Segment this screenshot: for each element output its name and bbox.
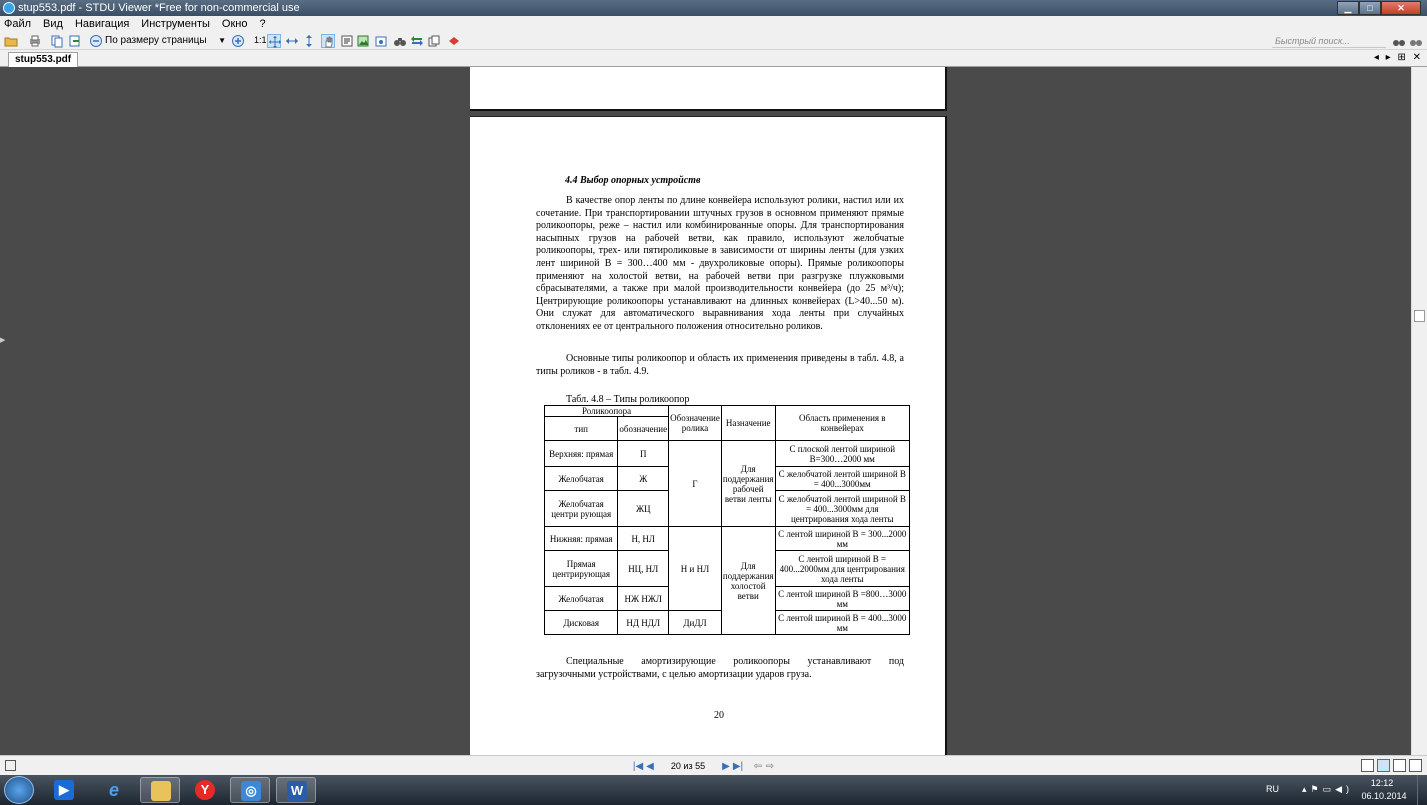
zoom-select-value: По размеру страницы xyxy=(105,35,207,46)
toolbar xyxy=(0,32,1427,50)
app-icon[interactable] xyxy=(3,2,15,14)
prev-page-icon[interactable]: ◀ xyxy=(646,760,654,772)
actual-size-button[interactable]: 1:1 xyxy=(254,35,267,45)
open-folder-icon[interactable] xyxy=(4,34,18,48)
window-title: stup553.pdf - STDU Viewer *Free for non-commercial use xyxy=(18,2,300,14)
taskbar-yandex-browser[interactable] xyxy=(185,777,225,803)
print-icon[interactable] xyxy=(28,34,42,48)
search-icon[interactable] xyxy=(1392,34,1406,48)
quick-search-input[interactable]: Быстрый поиск... xyxy=(1272,34,1386,48)
select-text-icon[interactable] xyxy=(340,34,354,48)
paragraph: В качестве опор ленты по длине конвейера используют ролики, настил или их сочетание. При транспортировании штучных грузов в основном применяют прямые роликоопоры, реже – настил или комбинированные опоры. Для транспортирования насыпных грузов на рабочей ветви, как правило, используют желобчатые роликоопоры, трех- или пятироликовые в зависимости от ширины ленты (для узких лент шириной B = 300…400 мм - двухроликовые опоры). Прямые роликоопоры применяют на холостой ветви, на рабочей ветви при разгрузке плужковыми сбрасывателями, а также при малой производительности конвейера (до 25 м³/ч); Центрирующие роликоопоры устанавливают на длинных конвейерах (L>40...50 м). Они служат для автоматического выравнивания хода ленты при случайных отклонениях ее от центрального положения относительно роликов. xyxy=(536,195,904,332)
roller-table xyxy=(544,405,910,635)
stdu-viewer-icon: ◎ xyxy=(241,781,261,801)
table-cell: Н, НЛ xyxy=(618,527,669,551)
table-cell: Нижняя: прямая xyxy=(545,527,618,551)
page-number-input[interactable]: 20 из 55 xyxy=(670,761,706,771)
clock-time[interactable]: 12:12 xyxy=(1370,778,1394,788)
last-page-icon[interactable]: ▶| xyxy=(732,760,744,772)
tab-strip xyxy=(0,50,1427,67)
clock-date[interactable]: 06.10.2014 xyxy=(1361,791,1407,801)
menu-help[interactable]: ? xyxy=(259,18,266,30)
first-page-icon[interactable]: |◀ xyxy=(632,760,644,772)
taskbar-explorer[interactable] xyxy=(140,777,180,803)
document-viewport[interactable] xyxy=(0,67,1411,755)
table-cell: С лентой шириной В = 400...2000мм для центрирования хода ленты xyxy=(775,551,909,587)
table-header: обозначение xyxy=(618,417,669,441)
table-cell: ЖЦ xyxy=(618,491,669,527)
hand-tool-icon[interactable] xyxy=(321,34,335,48)
previous-page xyxy=(470,67,947,111)
find-icon[interactable] xyxy=(393,34,407,48)
pdf-page xyxy=(470,116,947,755)
taskbar-stdu-viewer[interactable] xyxy=(230,777,270,803)
search-next-icon[interactable] xyxy=(1409,34,1423,48)
yandex-browser-icon: Y xyxy=(195,780,215,800)
close-button[interactable]: ✕ xyxy=(1381,1,1421,15)
menu-bar xyxy=(0,16,1427,32)
table-cell: С плоской лентой шириной В=300…2000 мм xyxy=(775,441,909,467)
table-cell: НД НДЛ xyxy=(618,611,669,635)
start-button[interactable] xyxy=(4,776,34,804)
table-cell: НЦ, НЛ xyxy=(618,551,669,587)
section-title: 4.4 Выбор опорных устройств xyxy=(565,175,701,186)
zoom-in-icon[interactable] xyxy=(231,34,245,48)
language-indicator[interactable]: RU xyxy=(1266,784,1279,794)
next-page-icon[interactable]: ▶ xyxy=(722,760,730,772)
paragraph: Основные типы роликоопор и область их применения приведены в табл. 4.8, а типы роликов - в табл. 4.9. xyxy=(536,353,904,377)
window-controls xyxy=(1337,1,1421,15)
history-back-icon[interactable]: ⇦ xyxy=(753,760,763,772)
sidebar-toggle-icon[interactable] xyxy=(5,760,16,771)
chevron-down-icon: ▼ xyxy=(218,36,226,45)
menu-tools[interactable]: Инструменты xyxy=(141,18,210,30)
table-cell: П xyxy=(618,441,669,467)
bookmark-icon[interactable] xyxy=(447,34,461,48)
grid-view-icon[interactable] xyxy=(1409,759,1422,772)
fit-page-icon[interactable] xyxy=(267,34,281,48)
tab-document[interactable]: stup553.pdf xyxy=(8,52,78,67)
folder-icon xyxy=(151,781,171,801)
fit-height-icon[interactable] xyxy=(302,34,316,48)
show-desktop-button[interactable] xyxy=(1417,775,1427,805)
table-cell: Желобчатая xyxy=(545,587,618,611)
minimize-button[interactable]: ▁ xyxy=(1337,1,1359,15)
table-header: Область применения в конвейерах xyxy=(775,406,909,441)
word-icon: W xyxy=(287,781,307,801)
table-cell: Прямая центрирующая xyxy=(545,551,618,587)
back-forward-icon[interactable] xyxy=(410,34,424,48)
table-cell: С лентой шириной В = 300...2000 мм xyxy=(775,527,909,551)
table-cell: Н и НЛ xyxy=(669,527,722,611)
page-number: 20 xyxy=(714,710,724,721)
table-cell: С лентой шириной В = 400...3000 мм xyxy=(775,611,909,635)
table-header: Роликоопора xyxy=(545,406,669,417)
vertical-scrollbar[interactable] xyxy=(1411,67,1427,755)
table-cell: Желобчатая центри рующая xyxy=(545,491,618,527)
title-bar xyxy=(0,0,1427,16)
taskbar-media-player[interactable] xyxy=(44,777,84,803)
table-cell: Для поддержания холостой ветви xyxy=(721,527,775,635)
table-cell: Г xyxy=(669,441,722,527)
rotate-page-icon[interactable] xyxy=(427,34,441,48)
view-modes xyxy=(1358,759,1422,772)
tab-navigation[interactable]: ◂ ▸ ⊞ ✕ xyxy=(1373,52,1423,63)
table-cell: С желобчатой лентой шириной В = 400...3000мм для центрирования хода ленты xyxy=(775,491,909,527)
table-cell: ДиДЛ xyxy=(669,611,722,635)
taskbar-internet-explorer[interactable] xyxy=(94,777,134,803)
zoom-out-icon[interactable] xyxy=(89,34,103,48)
select-image-icon[interactable] xyxy=(356,34,370,48)
menu-navigation[interactable]: Навигация xyxy=(74,18,130,30)
copy-page-icon[interactable] xyxy=(50,34,64,48)
menu-view[interactable]: Вид xyxy=(43,18,63,30)
internet-explorer-icon: e xyxy=(108,780,119,800)
menu-file[interactable]: Файл xyxy=(4,18,32,30)
media-player-icon: ▶ xyxy=(54,780,74,800)
table-header: Назначение xyxy=(721,406,775,441)
settings-icon[interactable] xyxy=(1361,759,1374,772)
table-header: тип xyxy=(545,417,618,441)
table-header: Обозначение ролика xyxy=(669,406,722,441)
paragraph: Специальные амортизирующие роликоопоры устанавливают под загрузочными устройствами, с целью амортизации ударов груза. xyxy=(536,656,904,680)
maximize-button[interactable]: □ xyxy=(1359,1,1381,15)
menu-window[interactable]: Окно xyxy=(221,18,248,30)
tray-icons[interactable]: ▴⚑▭◀) xyxy=(1301,784,1353,794)
table-cell: Дисковая xyxy=(545,611,618,635)
page-navigator xyxy=(632,760,776,772)
taskbar-word[interactable] xyxy=(276,777,316,803)
single-page-view-icon[interactable] xyxy=(1377,759,1390,772)
table-caption: Табл. 4.8 – Типы роликоопор xyxy=(566,394,690,405)
table-clip xyxy=(530,405,910,639)
table-cell: Ж xyxy=(618,467,669,491)
zoom-select[interactable] xyxy=(105,34,229,48)
two-page-view-icon[interactable] xyxy=(1393,759,1406,772)
table-cell: Желобчатая xyxy=(545,467,618,491)
snapshot-icon[interactable] xyxy=(374,34,388,48)
table-cell: Для поддержания рабочей ветви ленты xyxy=(721,441,775,527)
table-cell: С желобчатой лентой шириной В = 400...3000мм xyxy=(775,467,909,491)
chevron-right-icon[interactable]: ▶ xyxy=(0,337,6,344)
status-bar xyxy=(0,755,1427,775)
export-icon[interactable] xyxy=(68,34,82,48)
scrollbar-thumb[interactable] xyxy=(1414,310,1425,322)
table-cell: НЖ НЖЛ xyxy=(618,587,669,611)
table-cell: С лентой шириной В =800…3000 мм xyxy=(775,587,909,611)
table-cell: Верхняя: прямая xyxy=(545,441,618,467)
taskbar xyxy=(0,775,1427,805)
fit-width-icon[interactable] xyxy=(285,34,299,48)
history-forward-icon[interactable]: ⇨ xyxy=(765,760,775,772)
